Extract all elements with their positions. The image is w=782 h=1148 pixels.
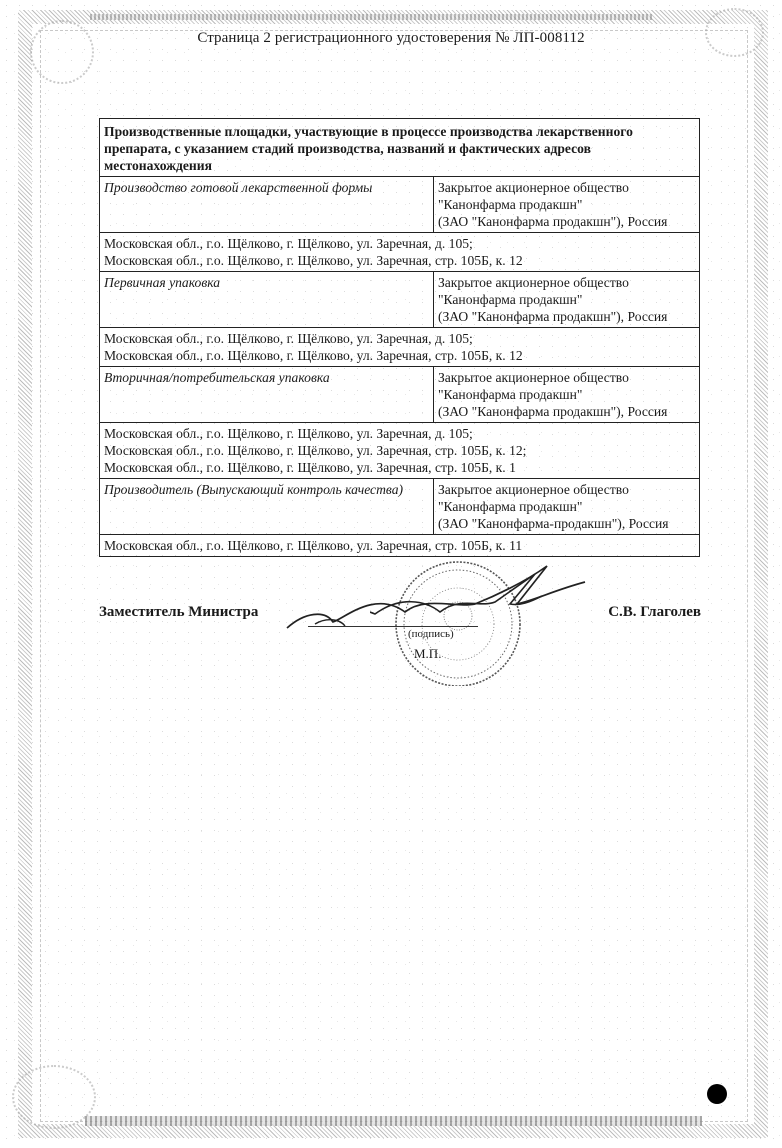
organization-line: "Канонфарма продакшн" bbox=[437, 197, 583, 212]
signatory-name: С.В. Глаголев bbox=[608, 604, 701, 620]
organization-cell bbox=[433, 177, 699, 233]
organization-cell bbox=[433, 367, 699, 423]
address-line: Московская обл., г.о. Щёлково, г. Щёлково, ул. Заречная, д. 105; bbox=[104, 426, 473, 441]
stage-label: Вторичная/потребительская упаковка bbox=[100, 367, 434, 423]
address-cell bbox=[100, 233, 700, 272]
stage-label: Производство готовой лекарственной формы bbox=[100, 177, 434, 233]
signature-caption: (подпись) bbox=[408, 628, 454, 640]
address-line: Московская обл., г.о. Щёлково, г. Щёлково, ул. Заречная, стр. 105Б, к. 12 bbox=[104, 348, 523, 363]
page-header: Страница 2 регистрационного удостоверения № ЛП-008112 bbox=[197, 30, 585, 46]
address-line: Московская обл., г.о. Щёлково, г. Щёлково, ул. Заречная, стр. 105Б, к. 11 bbox=[104, 538, 523, 553]
address-line: Московская обл., г.о. Щёлково, г. Щёлково, ул. Заречная, стр. 105Б, к. 12; bbox=[104, 443, 527, 458]
top-ornament-band bbox=[90, 14, 652, 20]
organization-line: (ЗАО "Канонфарма-продакшн"), Россия bbox=[437, 516, 669, 531]
table-row-stage bbox=[100, 177, 700, 233]
address-line: Московская обл., г.о. Щёлково, г. Щёлково, ул. Заречная, д. 105; bbox=[104, 236, 473, 251]
signatory-title: Заместитель Министра bbox=[99, 604, 259, 620]
address-cell bbox=[100, 423, 700, 479]
organization-line: Закрытое акционерное общество bbox=[437, 370, 629, 385]
address-line: Московская обл., г.о. Щёлково, г. Щёлково, ул. Заречная, стр. 105Б, к. 1 bbox=[104, 460, 516, 475]
table-heading-row bbox=[100, 119, 700, 177]
seal-place-label: М.П. bbox=[414, 646, 442, 661]
punch-hole-icon bbox=[707, 1084, 727, 1104]
table-row-address bbox=[100, 535, 700, 557]
organization-line: Закрытое акционерное общество bbox=[437, 275, 629, 290]
table-heading: Производственные площадки, участвующие в процессе производства лекарственного препарата, с указанием стадий производства, названий и фактических адресов местонахождения bbox=[100, 119, 700, 177]
organization-cell bbox=[433, 272, 699, 328]
address-cell bbox=[100, 328, 700, 367]
bottom-ornament-band bbox=[85, 1116, 702, 1126]
table-row-address bbox=[100, 328, 700, 367]
stage-label: Производитель (Выпускающий контроль качества) bbox=[100, 479, 434, 535]
table-row-stage bbox=[100, 272, 700, 328]
table-row-address bbox=[100, 233, 700, 272]
address-cell bbox=[100, 535, 700, 557]
table-row-stage bbox=[100, 479, 700, 535]
organization-line: (ЗАО "Канонфарма продакшн"), Россия bbox=[437, 404, 668, 419]
table-row-address bbox=[100, 423, 700, 479]
organization-line: (ЗАО "Канонфарма продакшн"), Россия bbox=[437, 214, 668, 229]
signature-line bbox=[308, 626, 478, 627]
organization-line: (ЗАО "Канонфарма продакшн"), Россия bbox=[437, 309, 668, 324]
rosette-ornament-bottom-left bbox=[12, 1065, 96, 1129]
organization-line: "Канонфарма продакшн" bbox=[437, 292, 583, 307]
organization-cell bbox=[433, 479, 699, 535]
address-line: Московская обл., г.о. Щёлково, г. Щёлково, ул. Заречная, стр. 105Б, к. 12 bbox=[104, 253, 523, 268]
address-line: Московская обл., г.о. Щёлково, г. Щёлково, ул. Заречная, д. 105; bbox=[104, 331, 473, 346]
table-row-stage bbox=[100, 367, 700, 423]
organization-line: Закрытое акционерное общество bbox=[437, 482, 629, 497]
organization-line: "Канонфарма продакшн" bbox=[437, 499, 583, 514]
organization-line: Закрытое акционерное общество bbox=[437, 180, 629, 195]
manufacturing-sites-table bbox=[99, 118, 700, 557]
stage-label: Первичная упаковка bbox=[100, 272, 434, 328]
organization-line: "Канонфарма продакшн" bbox=[437, 387, 583, 402]
